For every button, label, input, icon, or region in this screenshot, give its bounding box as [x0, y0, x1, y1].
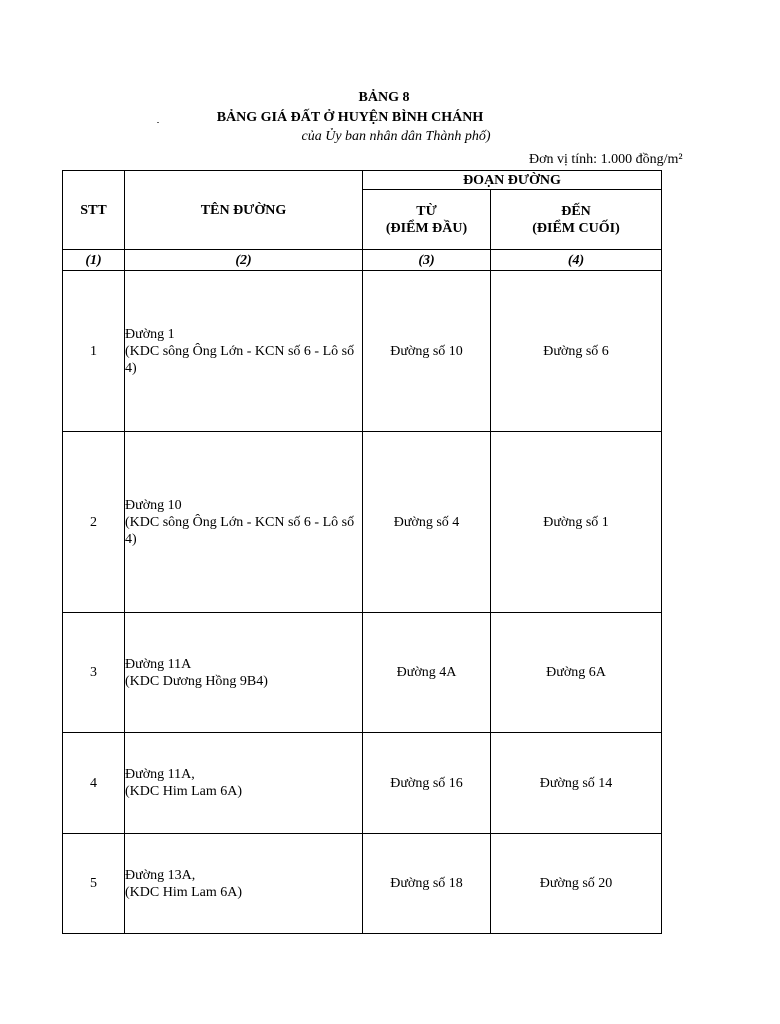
col-number: (1) [63, 250, 125, 271]
header-tu [363, 190, 491, 250]
col-number: (2) [125, 250, 363, 271]
cell-stt: 5 [63, 834, 125, 934]
cell-den: Đường số 1 [491, 432, 662, 613]
document-subtitle: BẢNG GIÁ ĐẤT Ở HUYỆN BÌNH CHÁNH [216, 110, 484, 125]
header-den-label: ĐẾN [561, 203, 591, 219]
col-number: (3) [363, 250, 491, 271]
header-den [491, 190, 662, 250]
cell-ten-duong: Đường 11A (KDC Dương Hồng 9B4) [125, 613, 363, 733]
cell-stt: 4 [63, 733, 125, 834]
table-row [63, 432, 662, 613]
cell-tu: Đường số 4 [363, 432, 491, 613]
header-ten-duong: TÊN ĐƯỜNG [125, 171, 363, 250]
table-row [63, 613, 662, 733]
col-number: (4) [491, 250, 662, 271]
header-doan-duong: ĐOẠN ĐƯỜNG [363, 171, 662, 190]
header-stt: STT [63, 171, 125, 250]
cell-ten-duong: Đường 13A, (KDC Him Lam 6A) [125, 834, 363, 934]
cell-den: Đường số 6 [491, 271, 662, 432]
cell-ten-duong: Đường 10 (KDC sông Ông Lớn - KCN số 6 - Lô số 4) [125, 432, 363, 613]
cell-ten-duong: Đường 11A, (KDC Him Lam 6A) [125, 733, 363, 834]
cell-ten-duong: Đường 1 (KDC sông Ông Lớn - KCN số 6 - Lô số 4) [125, 271, 363, 432]
cell-stt: 2 [63, 432, 125, 613]
cell-den: Đường số 14 [491, 733, 662, 834]
column-number-row [63, 250, 662, 271]
header-tu-sub: (ĐIỂM ĐẦU) [385, 220, 468, 236]
header-den-sub: (ĐIỂM CUỐI) [532, 220, 620, 236]
price-table [62, 170, 662, 934]
cell-stt: 3 [63, 613, 125, 733]
header-tu-label: TỪ [416, 203, 437, 219]
cell-stt: 1 [63, 271, 125, 432]
document-title: BẢNG 8 [358, 90, 410, 105]
cell-tu: Đường 4A [363, 613, 491, 733]
table-row [63, 834, 662, 934]
cell-tu: Đường số 18 [363, 834, 491, 934]
table-row [63, 733, 662, 834]
document-issuer: của Ủy ban nhân dân Thành phố) [301, 129, 491, 144]
cell-tu: Đường số 16 [363, 733, 491, 834]
unit-label: Đơn vị tính: 1.000 đồng/m² [529, 152, 683, 167]
cell-tu: Đường số 10 [363, 271, 491, 432]
cell-den: Đường số 20 [491, 834, 662, 934]
table-row [63, 271, 662, 432]
cell-den: Đường 6A [491, 613, 662, 733]
stray-mark [157, 122, 159, 123]
